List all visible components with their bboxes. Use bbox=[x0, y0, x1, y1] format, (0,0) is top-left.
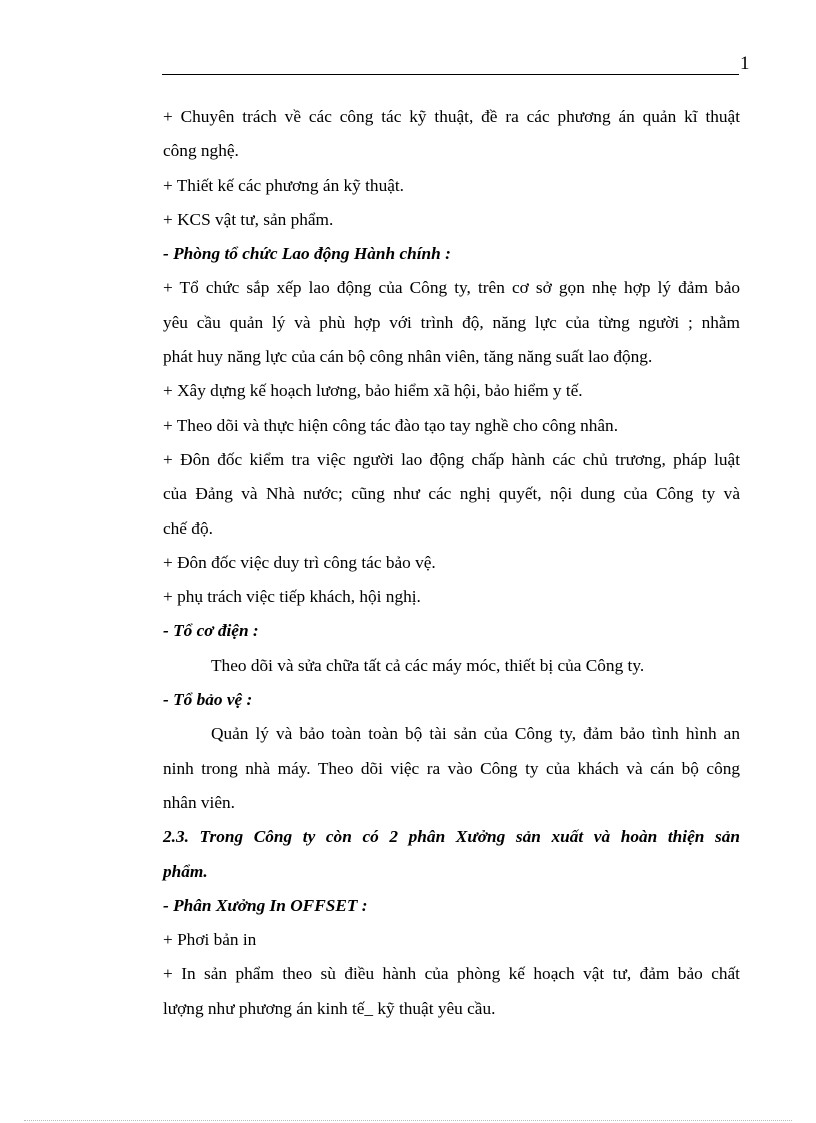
text-line: công nghệ. bbox=[163, 141, 239, 161]
section-heading: - Tổ bảo vệ : bbox=[163, 690, 253, 710]
text-line: Quản lý và bảo toàn toàn bộ tài sản của Công ty, đảm bảo tình hình an bbox=[211, 724, 740, 744]
document-body bbox=[163, 100, 740, 1026]
text-line: + Theo dõi và thực hiện công tác đào tạo tay nghề cho công nhân. bbox=[163, 415, 619, 435]
text-line: phát huy năng lực của cán bộ công nhân viên, tăng năng suất lao động. bbox=[163, 347, 653, 367]
section-heading: - Phòng tổ chức Lao động Hành chính : bbox=[163, 244, 451, 264]
text-line: + Đôn đốc việc duy trì công tác bảo vệ. bbox=[163, 552, 436, 572]
section-heading: phẩm. bbox=[163, 861, 208, 881]
text-line: + Xây dựng kế hoạch lương, bảo hiểm xã hội, bảo hiểm y tế. bbox=[163, 381, 583, 401]
section-heading: - Tổ cơ điện : bbox=[163, 621, 259, 641]
text-line: nhân viên. bbox=[163, 792, 235, 812]
page-bottom-rule bbox=[24, 1120, 792, 1121]
text-line: ninh trong nhà máy. Theo dõi việc ra vào Công ty của khách và cán bộ công bbox=[163, 758, 740, 778]
text-line: + Phơi bản in bbox=[163, 930, 257, 950]
text-line: yêu cầu quản lý và phù hợp với trình độ, năng lực của từng người ; nhằm bbox=[163, 312, 740, 332]
text-line: + Chuyên trách về các công tác kỹ thuật, đề ra các phương án quản kĩ thuật bbox=[163, 107, 740, 126]
text-line: + Đôn đốc kiểm tra việc người lao động chấp hành các chủ trương, pháp luật bbox=[163, 449, 740, 469]
page-number: 1 bbox=[740, 53, 750, 74]
text-line: lượng như phương án kinh tế_ kỹ thuật yêu cầu. bbox=[163, 998, 496, 1018]
text-line: chế độ. bbox=[163, 518, 213, 538]
text-line: + phụ trách việc tiếp khách, hội nghị. bbox=[163, 587, 421, 607]
text-line: + KCS vật tư, sản phẩm. bbox=[163, 209, 334, 229]
header-rule bbox=[162, 74, 739, 75]
text-line: của Đảng và Nhà nước; cũng như các nghị quyết, nội dung của Công ty và bbox=[163, 484, 740, 504]
section-heading: - Phân Xưởng In OFFSET : bbox=[163, 895, 368, 915]
text-line: + Thiết kế các phương án kỹ thuật. bbox=[163, 175, 405, 195]
text-line: + In sản phẩm theo sù điều hành của phòng kế hoạch vật tư, đảm bảo chất bbox=[163, 964, 740, 984]
section-heading: 2.3. Trong Công ty còn có 2 phân Xưởng sản xuất và hoàn thiện sản bbox=[163, 827, 740, 847]
text-line: Theo dõi và sửa chữa tất cả các máy móc, thiết bị của Công ty. bbox=[211, 655, 645, 675]
text-line: + Tổ chức sắp xếp lao động của Công ty, trên cơ sở gọn nhẹ hợp lý đảm bảo bbox=[163, 278, 740, 298]
